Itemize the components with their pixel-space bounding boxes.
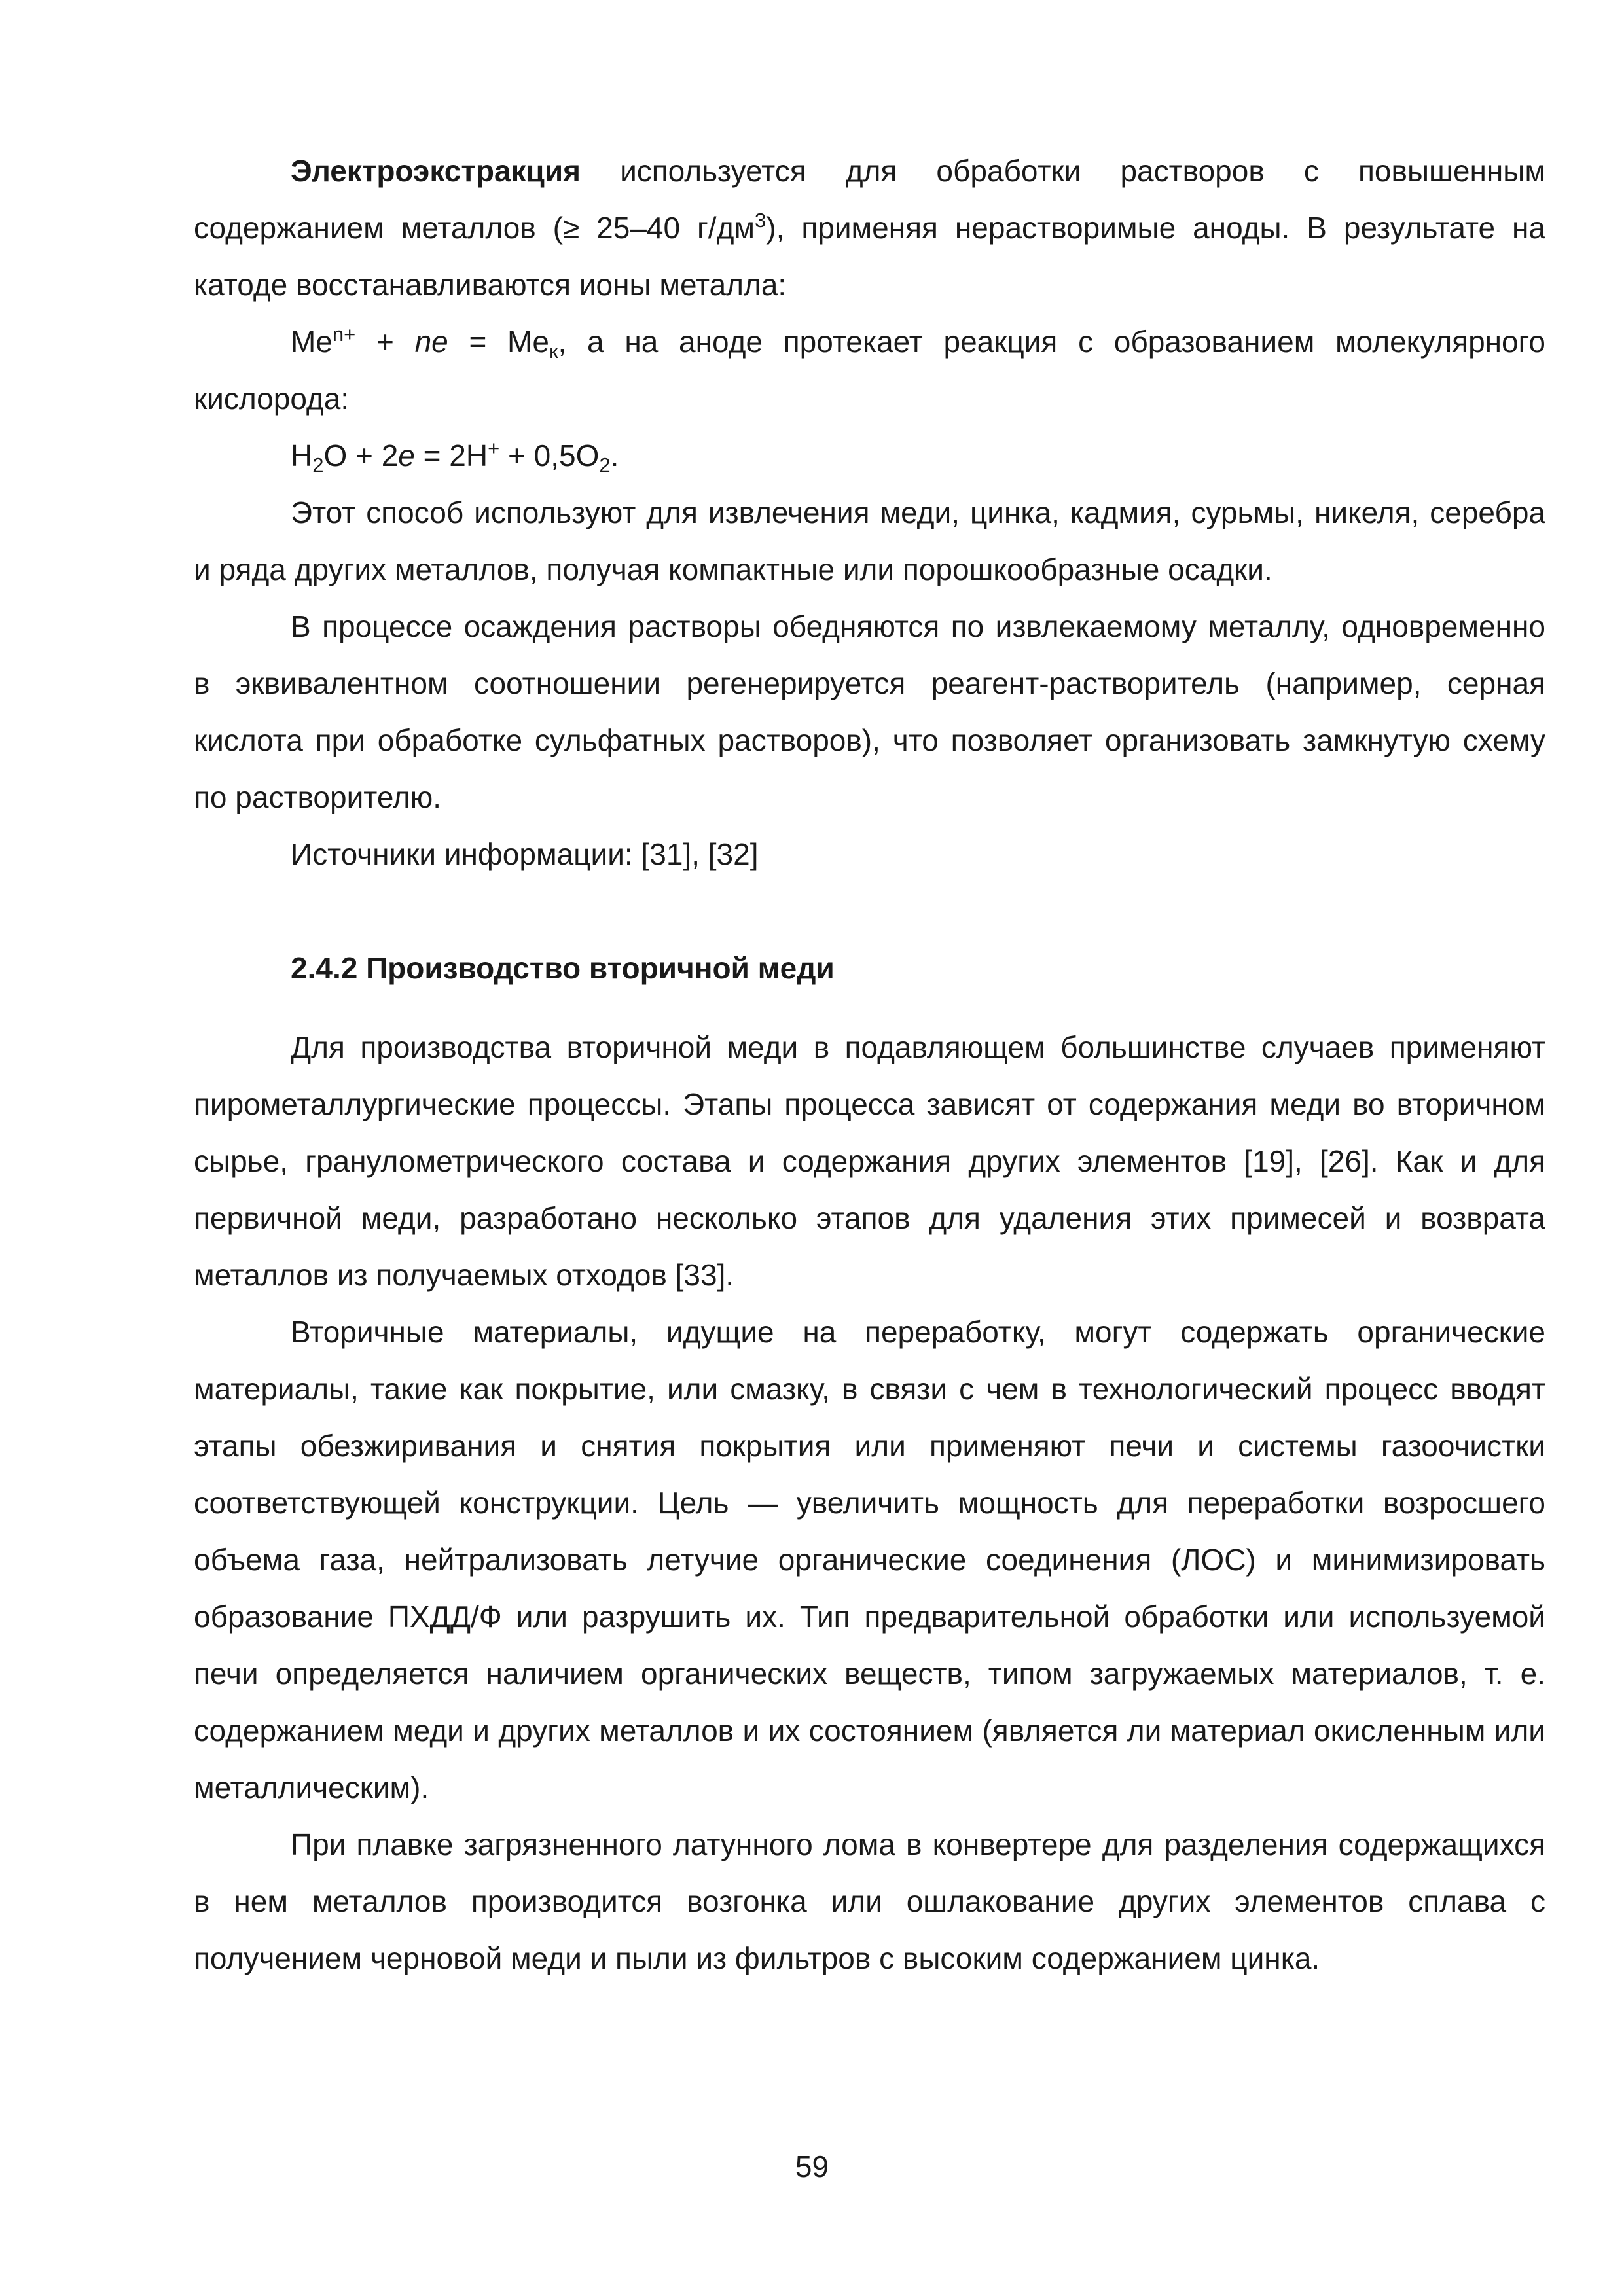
formula-operator: +	[355, 325, 415, 359]
subscript: к	[549, 340, 558, 363]
superscript: n+	[332, 323, 356, 346]
paragraph-text: , а на аноде протекает реакция с образованием молекулярного кислорода:	[194, 325, 1545, 416]
paragraph-secondary-materials: Вторичные материалы, идущие на переработку, могут содержать органические материалы, такие как покрытие, или смазку, в связи с чем в технологический процесс вводят этапы обезжиривания и снятия покрытия или применяют печи и системы газоочистки соответствующей конструкции. Цель — увеличить мощность для переработки возросшего объема газа, нейтрализовать летучие органические соединения (ЛОС) и минимизировать образование ПХДД/Ф или разрушить их. Тип предварительной обработки или используемой печи определяется наличием органических веществ, типом загружаемых материалов, т. е. содержанием меди и других металлов и их состоянием (является ли материал окисленным или металлическим).	[194, 1315, 1545, 1804]
formula-symbol: + 0,5O	[499, 439, 600, 473]
superscript: +	[488, 437, 500, 459]
paragraph-deposition: В процессе осаждения растворы обедняются по извлекаемому металлу, одновременно в эквивалентном соотношении регенерируется реагент-растворитель (например, серная кислота при обработке сульфатных растворов), что позволяет организовать замкнутую схему по растворителю.	[194, 609, 1545, 814]
paragraph-text: ), применяя нерастворимые аноды. В результате на катоде восстанавливаются ионы металла:	[194, 211, 1545, 302]
paragraph-cathode-reaction	[194, 314, 1545, 427]
term-electroextraction: Электроэкстракция	[291, 154, 581, 188]
paragraph-brass-scrap: При плавке загрязненного латунного лома в конвертере для разделения содержащихся в нем металлов производится возгонка или ошлакование других элементов сплава с получением черновой меди и пыли из фильтров с высоким содержанием цинка.	[194, 1827, 1545, 1975]
paragraph-electroextraction	[194, 143, 1545, 314]
formula-symbol: O + 2	[323, 439, 399, 473]
formula-symbol: = 2H	[414, 439, 488, 473]
superscript: 3	[755, 209, 767, 232]
formula-electrons: e	[398, 439, 415, 473]
document-page	[194, 143, 1545, 1987]
page-number: 59	[795, 2149, 829, 2183]
formula-symbol: .	[610, 439, 619, 473]
paragraph-usage: Этот способ используют для извлечения меди, цинка, кадмия, сурьмы, никеля, серебра и ряда других металлов, получая компактные или порошкообразные осадки.	[194, 495, 1545, 586]
formula-symbol: Me	[291, 325, 333, 359]
paragraph-sources: Источники информации: [31], [32]	[291, 837, 759, 871]
formula-anode-reaction	[194, 427, 1545, 484]
subscript: 2	[312, 454, 324, 476]
formula-symbol: = Me	[448, 325, 549, 359]
formula-symbol: H	[291, 439, 313, 473]
section-heading: 2.4.2 Производство вторичной меди	[291, 951, 835, 985]
formula-electrons: ne	[414, 325, 448, 359]
subscript: 2	[599, 454, 611, 476]
paragraph-text: используется для обработки растворов с повышенным содержанием металлов (≥ 25–40 г/дм	[194, 154, 1545, 245]
paragraph-secondary-copper: Для производства вторичной меди в подавляющем большинстве случаев применяют пирометаллургические процессы. Этапы процесса зависят от содержания меди во вторичном сырье, гранулометрического состава и содержания других элементов [19], [26]. Как и для первичной меди, разработано несколько этапов для удаления этих примесей и возврата металлов из получаемых отходов [33].	[194, 1030, 1545, 1292]
